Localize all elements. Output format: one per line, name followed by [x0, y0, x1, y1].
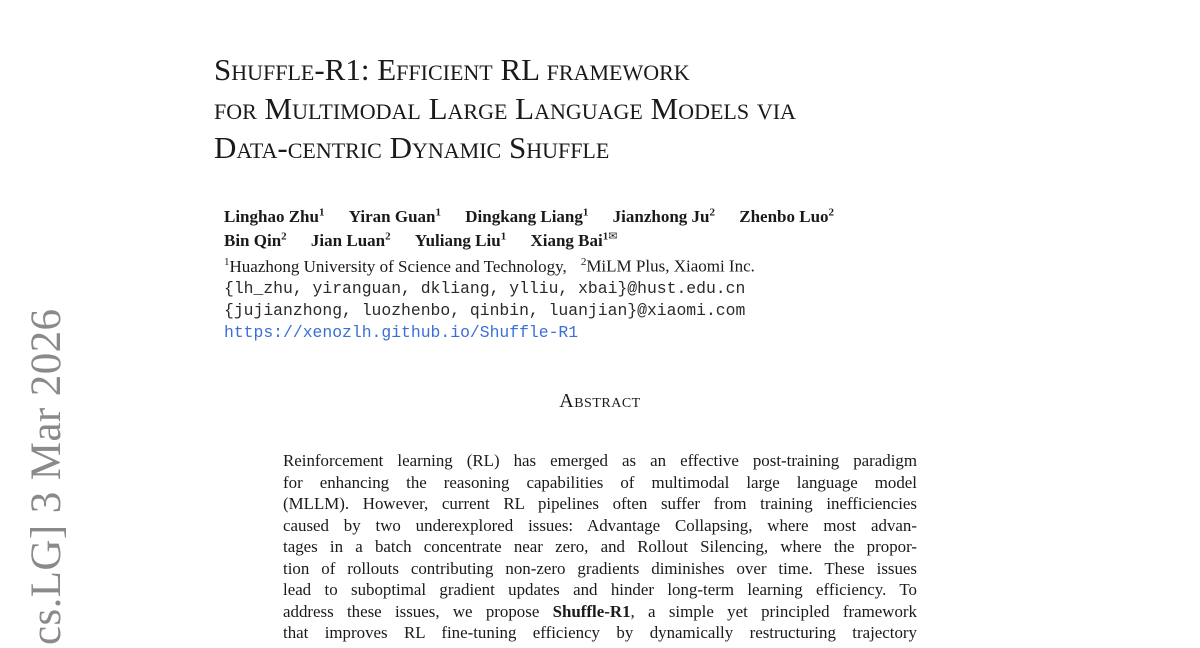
title-line-1: Shuffle-R1: Efficient RL framework: [214, 52, 690, 87]
author-block: [224, 202, 834, 344]
abstract-line: that improves RL fine-tuning efficiency by dynamically restructuring trajectory: [283, 623, 917, 642]
title-line-3: Data-centric Dynamic Shuffle: [214, 130, 610, 165]
abstract-heading: Abstract: [559, 390, 641, 412]
author-row-2: [224, 227, 834, 252]
paper-title: [214, 50, 796, 167]
abstract-line: tion of rollouts contributing non-zero gradients diminishes over time. These issues: [283, 558, 917, 578]
author-name: Linghao Zhu$^1$: [224, 206, 325, 226]
abstract-line: for enhancing the reasoning capabilities of multimodal large language model: [283, 472, 917, 492]
author-row-1: [224, 202, 834, 227]
abstract-body: [283, 450, 917, 644]
project-link[interactable]: https://xenozlh.github.io/Shuffle-R1: [224, 322, 579, 342]
author-name: Yiran Guan$^1$: [348, 206, 441, 226]
email-line-hust: {lh_zhu, yiranguan, dkliang, ylliu, xbai}@hust.edu.cn: [224, 278, 746, 298]
author-name: Xiang Bai$^{1✉}$: [530, 230, 618, 251]
arxiv-stamp: [22, 0, 82, 648]
affiliation-text: MiLM Plus, Xiaomi Inc.: [586, 256, 755, 276]
affiliation-marker: 2: [580, 256, 587, 269]
author-name: Bin Qin$^2$: [224, 230, 287, 251]
mail-icon: ✉: [608, 230, 618, 243]
author-name: Yuliang Liu$^1$: [414, 230, 507, 251]
affiliations: [224, 251, 834, 278]
author-name: Zhenbo Luo$^2$: [739, 206, 835, 226]
arxiv-stamp-text: cs.LG] 3 Mar 2026: [23, 308, 70, 645]
affiliation-marker: 1: [224, 256, 230, 269]
author-name: Jianzhong Ju$^2$: [612, 206, 715, 226]
abstract-line: (MLLM). However, current RL pipelines often suffer from training inefficiencies: [283, 494, 917, 513]
method-name: Shuffle-R1: [552, 601, 631, 621]
abstract-line: address these issues, we propose Shuffle-R1, a simple yet principled framework: [283, 601, 917, 621]
author-name: Dingkang Liang$^1$: [465, 206, 589, 226]
title-line-2: for Multimodal Large Language Models via: [214, 91, 796, 126]
abstract-line: tages in a batch concentrate near zero, and Rollout Silencing, where the propor-: [283, 537, 917, 556]
email-line-xiaomi: {jujianzhong, luozhenbo, qinbin, luanjian}@xiaomi.com: [224, 300, 746, 320]
abstract-line: caused by two underexplored issues: Advantage Collapsing, where most advan-: [283, 515, 917, 535]
affiliation-text: Huazhong University of Science and Technology,: [229, 256, 567, 276]
abstract-line: lead to suboptimal gradient updates and hinder long-term learning efficiency. To: [283, 580, 917, 599]
author-name: Jian Luan$^2$: [310, 230, 391, 251]
abstract-line: Reinforcement learning (RL) has emerged as an effective post-training paradigm: [283, 451, 917, 470]
